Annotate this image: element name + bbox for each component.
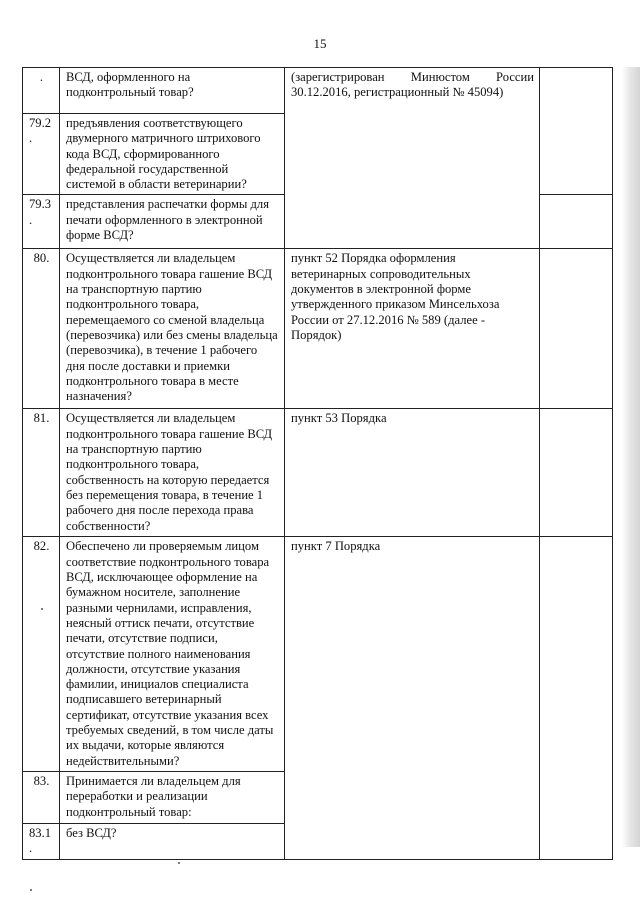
- scan-speck: [30, 889, 32, 891]
- row-number-cell: 79.3 .: [23, 195, 60, 249]
- question-cell: Осуществляется ли владельцем подконтрольного товара гашение ВСД на транспортную партию подконтрольного товара, перемещаемого со сменой владельца (перевозчика) или без смены владельца (перевозчика), в течение 1 рабочего дня после доставки и приемки подконтрольного товара в месте назначения?: [60, 249, 285, 409]
- legal-reference-cell: пункт 52 Порядка оформления ветеринарных сопроводительных документов в электронной форме утвержденного приказом Минсельхоза России от 27.12.2016 № 589 (далее - Порядок): [285, 249, 540, 409]
- question-cell: ВСД, оформленного на подконтрольный товар?: [60, 68, 285, 114]
- page-number: 15: [313, 36, 327, 51]
- row-number-cell: 83.: [23, 771, 60, 823]
- row-number-cell: 80.: [23, 249, 60, 409]
- table-row: [23, 537, 613, 771]
- table-row: [23, 249, 613, 409]
- row-number-cell: .: [23, 68, 60, 114]
- legal-reference-line: 30.12.2016, регистрационный № 45094): [291, 85, 504, 100]
- question-cell: представления распечатки формы для печати оформленного в электронной форме ВСД?: [60, 195, 285, 249]
- extra-cell: [540, 68, 613, 195]
- table-row: [23, 68, 613, 114]
- scan-page-edge: [622, 67, 640, 847]
- scan-speck: [41, 608, 43, 610]
- row-number-cell: 82.: [23, 537, 60, 771]
- question-cell: Принимается ли владельцем для переработки и реализации подконтрольный товар:: [60, 771, 285, 823]
- row-number-cell: 81.: [23, 409, 60, 537]
- row-number-cell: 83.1 .: [23, 823, 60, 859]
- legal-reference-line: (зарегистрирован Минюстом России: [291, 70, 534, 84]
- question-cell: Обеспечено ли проверяемым лицом соответствие подконтрольного товара ВСД, исключающее оформление на бумажном носителе, заполнение разными чернилами, исправления, неясный оттиск печати, отсутствие печати, отсутствие подписи, отсутствие полного наименования должности, отсутствие указания фамилии, инициалов специалиста подписавшего ветеринарный сертификат, отсутствие указания всех требуемых сведений, в том числе даты их выдачи, которые являются недействительными?: [60, 537, 285, 771]
- legal-reference-cell: пункт 7 Порядка: [285, 537, 540, 859]
- table-row: [23, 409, 613, 537]
- question-cell: без ВСД?: [60, 823, 285, 859]
- extra-cell: [540, 249, 613, 409]
- extra-cell: [540, 409, 613, 537]
- extra-cell: [540, 537, 613, 859]
- question-cell: Осуществляется ли владельцем подконтрольного товара гашение ВСД на транспортную партию подконтрольного товара, собственность на которую передается без перемещения товара, в течение 1 рабочего дня после перехода права собственности?: [60, 409, 285, 537]
- scan-speck: [178, 862, 180, 864]
- row-number-cell: 79.2 .: [23, 114, 60, 195]
- legal-reference-cell: пункт 53 Порядка: [285, 409, 540, 537]
- checklist-table: [22, 67, 613, 860]
- legal-reference-cell: [285, 68, 540, 249]
- extra-cell: [540, 195, 613, 249]
- question-cell: предъявления соответствующего двумерного матричного штрихового кода ВСД, сформированного федеральной государственной системой в области ветеринарии?: [60, 114, 285, 195]
